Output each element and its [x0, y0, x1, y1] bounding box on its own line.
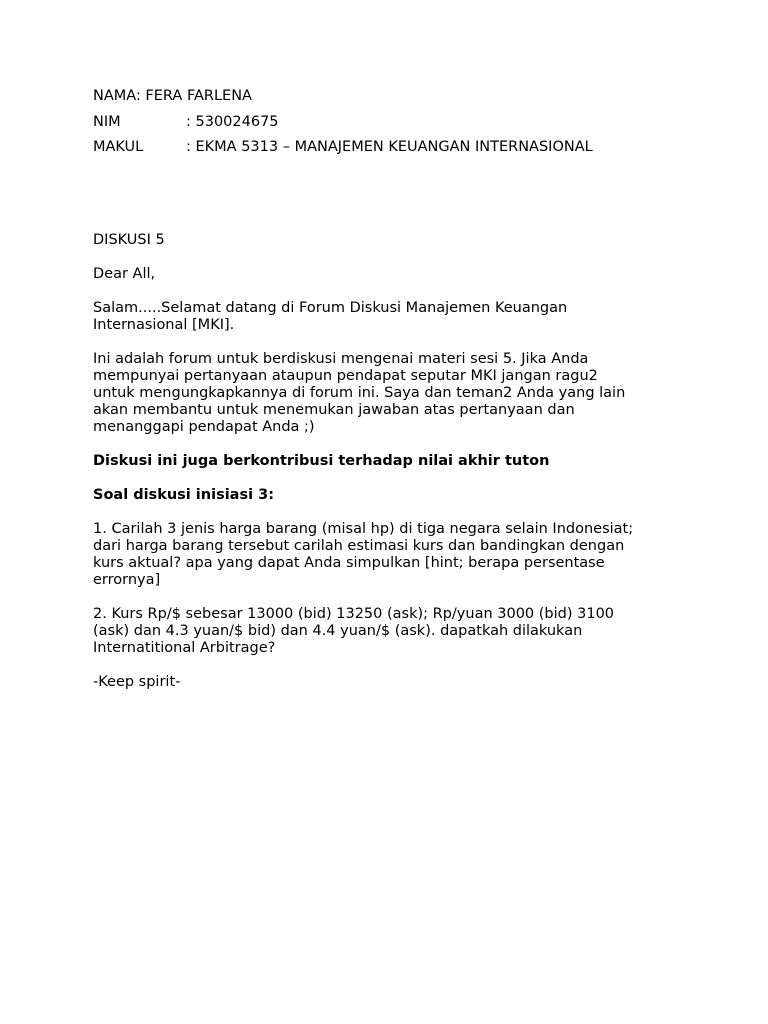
student-id-line	[93, 113, 279, 131]
question-1-block	[93, 521, 693, 589]
discussion-title: DISKUSI 5	[93, 232, 165, 248]
course-label: MAKUL	[93, 139, 144, 155]
student-id-label: NIM	[93, 114, 121, 130]
welcome-paragraph-block	[93, 300, 693, 334]
closing-block	[93, 674, 693, 691]
student-name: NAMA: FERA FARLENA	[93, 88, 252, 104]
student-id-value: : 530024675	[186, 114, 279, 130]
student-name-line	[93, 87, 252, 105]
greeting-block	[93, 266, 693, 283]
question-2: 2. Kurs Rp/$ sebesar 13000 (bid) 13250 (ask); Rp/yuan 3000 (bid) 3100 (ask) dan 4.3 yuan/$ bid) dan 4.4 yuan/$ (ask). dapatkah dilakukan Internatitional Arbitrage?	[93, 606, 615, 656]
discussion-title-block	[93, 232, 693, 249]
question-2-block	[93, 606, 693, 657]
contribution-note: Diskusi ini juga berkontribusi terhadap nilai akhir tuton	[93, 453, 550, 469]
question-1: 1. Carilah 3 jenis harga barang (misal hp) di tiga negara selain Indonesiat; dari harga barang tersebut carilah estimasi kurs dan bandingkan dengan kurs aktual? apa yang dapat Anda simpulkan [hint; berapa persentase errornya]	[93, 521, 634, 588]
questions-heading: Soal diskusi inisiasi 3:	[93, 487, 274, 503]
course-line	[93, 138, 593, 156]
closing-line: -Keep spirit-	[93, 674, 181, 690]
course-value: : EKMA 5313 – MANAJEMEN KEUANGAN INTERNASIONAL	[186, 139, 593, 155]
contribution-note-block	[93, 453, 693, 470]
welcome-paragraph: Salam.....Selamat datang di Forum Diskusi Manajemen Keuangan Internasional [MKI].	[93, 300, 568, 333]
intro-paragraph: Ini adalah forum untuk berdiskusi mengenai materi sesi 5. Jika Anda mempunyai pertanyaan ataupun pendapat seputar MKI jangan ragu2 untuk mengungkapkannya di forum ini. Saya dan teman2 Anda yang lain akan membantu untuk menemukan jawaban atas pertanyaan dan menanggapi pendapat Anda ;)	[93, 351, 626, 435]
greeting: Dear All,	[93, 266, 156, 282]
intro-paragraph-block	[93, 351, 693, 436]
questions-heading-block	[93, 487, 693, 504]
